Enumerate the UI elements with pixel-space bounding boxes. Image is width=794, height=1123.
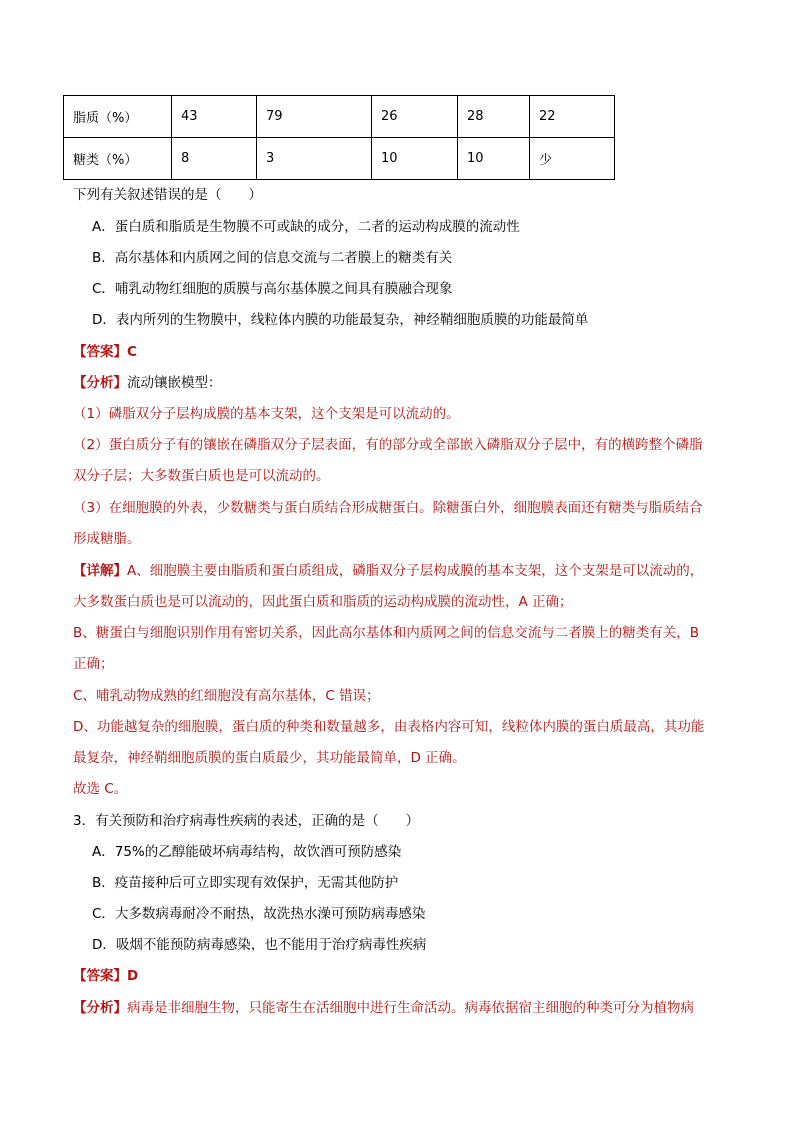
detail-text: D、功能越复杂的细胞膜，蛋白质的种类和数量越多，由表格内容可知，线粒体内膜的蛋白质最高，其功能 — [73, 719, 705, 735]
detail-line — [73, 561, 703, 581]
analysis-text: 形成糖脂。 — [73, 531, 141, 547]
table-cell: 28 — [458, 96, 530, 138]
answer-line — [73, 342, 137, 362]
question-stem: 下列有关叙述错误的是（ ） — [73, 187, 262, 203]
table-row-label: 脂质（%） — [64, 96, 172, 138]
table-cell: 22 — [530, 96, 615, 138]
detail-tag: 【详解】 — [73, 563, 127, 579]
option-b: B．高尔基体和内质网之间的信息交流与二者膜上的糖类有关 — [92, 250, 453, 266]
table-cell: 少 — [530, 138, 615, 180]
analysis-text: 病毒是非细胞生物，只能寄生在活细胞中进行生命活动。病毒依据宿主细胞的种类可分为植物病 — [127, 1000, 694, 1016]
answer-value: D — [127, 968, 139, 984]
table-row — [64, 96, 615, 138]
table-cell: 10 — [458, 138, 530, 180]
answer-value: C — [127, 344, 137, 360]
answer-line — [73, 966, 138, 986]
analysis-text: 双分子层；大多数蛋白质也是可以流动的。 — [73, 468, 330, 484]
option-c: C．大多数病毒耐冷不耐热，故洗热水澡可预防病毒感染 — [92, 906, 426, 922]
detail-text: C、哺乳动物成熟的红细胞没有高尔基体，C 错误； — [73, 688, 380, 704]
membrane-composition-table — [63, 95, 615, 180]
detail-text: A、细胞膜主要由脂质和蛋白质组成，磷脂双分子层构成膜的基本支架，这个支架是可以流动的， — [127, 563, 704, 579]
table-cell: 79 — [257, 96, 372, 138]
answer-tag: 【答案】 — [73, 344, 127, 360]
option-b: B．疫苗接种后可立即实现有效保护，无需其他防护 — [92, 875, 399, 891]
detail-text: 最复杂，神经鞘细胞质膜的蛋白质最少，其功能最简单，D 正确。 — [73, 750, 466, 766]
analysis-title: 流动镶嵌模型： — [127, 375, 222, 391]
detail-text: 正确； — [73, 656, 114, 672]
option-c: C．哺乳动物红细胞的质膜与高尔基体膜之间具有膜融合现象 — [92, 281, 453, 297]
table-cell: 26 — [372, 96, 458, 138]
table-cell: 43 — [172, 96, 257, 138]
option-a: A．蛋白质和脂质是生物膜不可或缺的成分，二者的运动构成膜的流动性 — [92, 219, 520, 235]
analysis-line — [73, 373, 222, 393]
analysis-tag: 【分析】 — [73, 375, 127, 391]
table-cell: 8 — [172, 138, 257, 180]
analysis-text: （1）磷脂双分子层构成膜的基本支架，这个支架是可以流动的。 — [73, 406, 460, 422]
analysis-tag: 【分析】 — [73, 1000, 127, 1016]
option-d: D．吸烟不能预防病毒感染，也不能用于治疗病毒性疾病 — [92, 937, 427, 953]
conclusion: 故选 C。 — [73, 781, 128, 797]
table-row — [64, 138, 615, 180]
detail-text: 大多数蛋白质也是可以流动的，因此蛋白质和脂质的运动构成膜的流动性，A 正确； — [73, 594, 573, 610]
detail-text: B、糖蛋白与细胞识别作用有密切关系，因此高尔基体和内质网之间的信息交流与二者膜上的糖类有关，B — [73, 625, 700, 641]
question-stem: 3．有关预防和治疗病毒性疾病的表述，正确的是（ ） — [73, 813, 420, 829]
option-d: D．表内所列的生物膜中，线粒体内膜的功能最复杂，神经鞘细胞质膜的功能最简单 — [92, 312, 589, 328]
table-cell: 3 — [257, 138, 372, 180]
analysis-text: （2）蛋白质分子有的镶嵌在磷脂双分子层表面，有的部分或全部嵌入磷脂双分子层中，有的横跨整个磷脂 — [73, 437, 703, 453]
answer-tag: 【答案】 — [73, 968, 127, 984]
table-cell: 10 — [372, 138, 458, 180]
analysis-text: （3）在细胞膜的外表，少数糖类与蛋白质结合形成糖蛋白。除糖蛋白外，细胞膜表面还有糖类与脂质结合 — [73, 500, 703, 516]
table-row-label: 糖类（%） — [64, 138, 172, 180]
analysis-line — [73, 998, 694, 1018]
option-a: A．75%的乙醇能破坏病毒结构，故饮酒可预防感染 — [92, 844, 402, 860]
